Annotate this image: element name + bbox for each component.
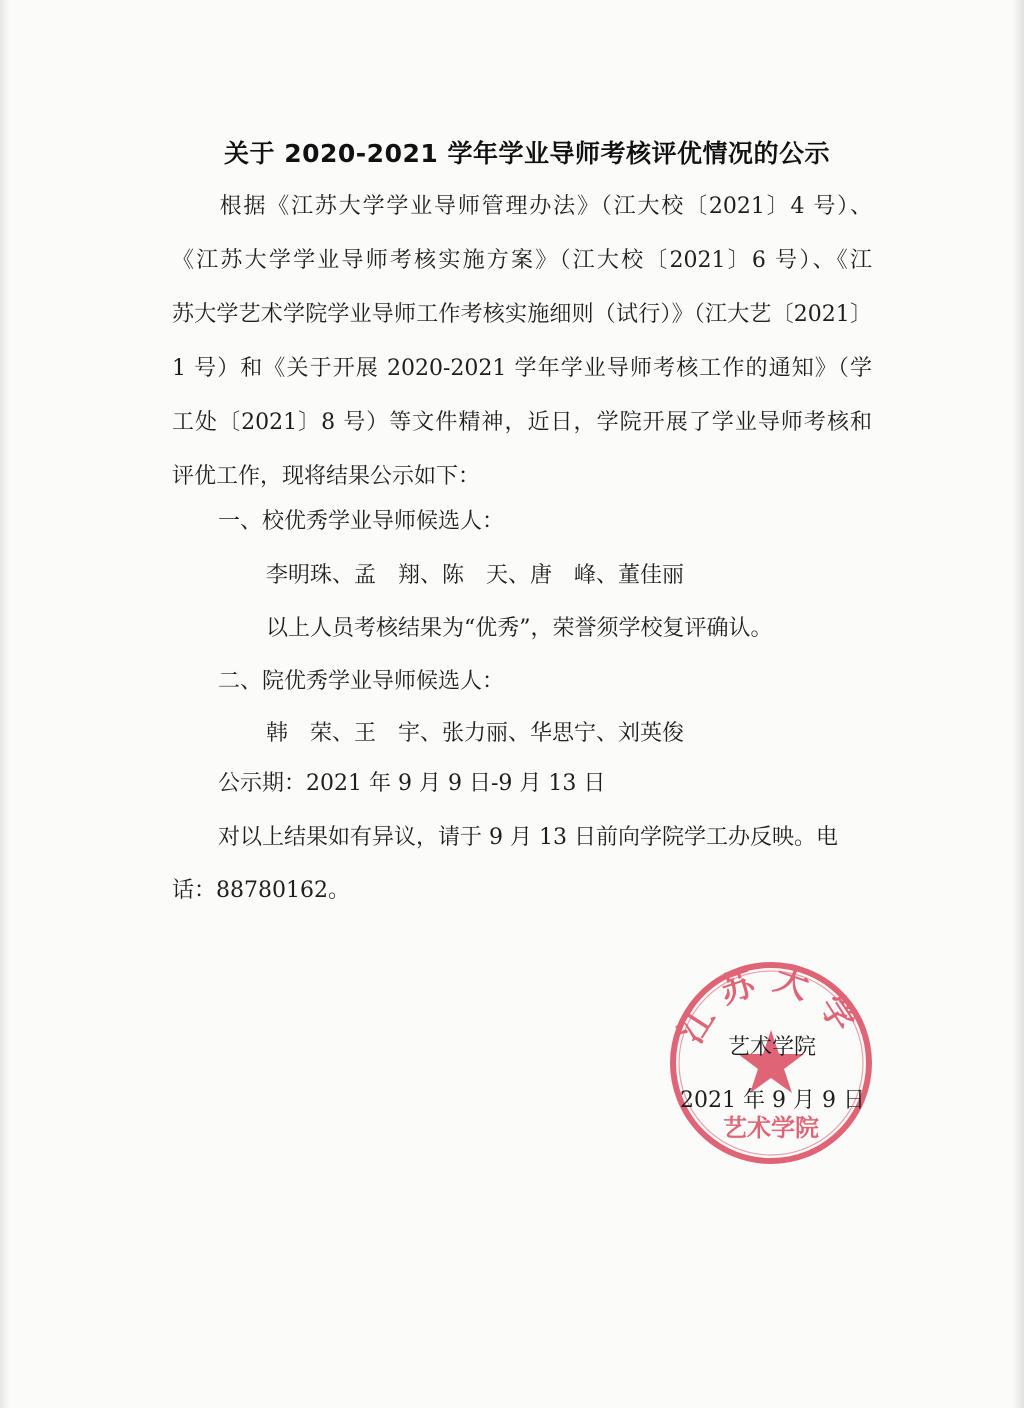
seal-inner-text: 艺术学院 (723, 1113, 819, 1142)
signature-date: 2021 年 9 月 9 日 (680, 1088, 865, 1113)
section2-names: 韩 荣、王 宇、张力丽、华思宁、刘英俊 (266, 721, 685, 746)
document-title: 关于 2020-2021 学年学业导师考核评优情况的公示 (224, 139, 830, 168)
scan-edge-right (1012, 0, 1024, 1408)
section1-names: 李明珠、孟 翔、陈 天、唐 峰、董佳丽 (266, 563, 685, 588)
objection-line-phone: 话：88780162。 (172, 878, 350, 903)
intro-line: 1 号）和《关于开展 2020-2021 学年学业导师考核工作的通知》（学 (172, 356, 872, 381)
intro-paragraph (172, 180, 872, 504)
section1-heading: 一、校优秀学业导师候选人： (218, 509, 505, 534)
seal-ring-text: 江苏大学 (671, 958, 871, 1051)
intro-line: 工处〔2021〕8 号）等文件精神，近日，学院开展了学业导师考核和 (172, 410, 872, 435)
publicity-period: 公示期：2021 年 9 月 9 日-9 月 13 日 (218, 771, 606, 796)
official-seal (666, 958, 876, 1168)
section2-heading: 二、院优秀学业导师候选人： (218, 669, 505, 694)
intro-line: 评优工作，现将结果公示如下： (172, 464, 481, 489)
objection-line: 对以上结果如有异议，请于 9 月 13 日前向学院学工办反映。电 (218, 825, 838, 850)
intro-line: 苏大学艺术学院学业导师工作考核实施细则（试行）》（江大艺〔2021〕 (172, 302, 872, 327)
signature-org: 艺术学院 (728, 1035, 817, 1060)
section1-note: 以上人员考核结果为“优秀”，荣誉须学校复评确认。 (266, 616, 773, 641)
scan-edge-left (0, 0, 10, 1408)
intro-line: 《江苏大学学业导师考核实施方案》（江大校〔2021〕6 号）、《江 (172, 248, 872, 273)
intro-line: 根据《江苏大学学业导师管理办法》（江大校〔2021〕4 号）、 (172, 194, 872, 219)
